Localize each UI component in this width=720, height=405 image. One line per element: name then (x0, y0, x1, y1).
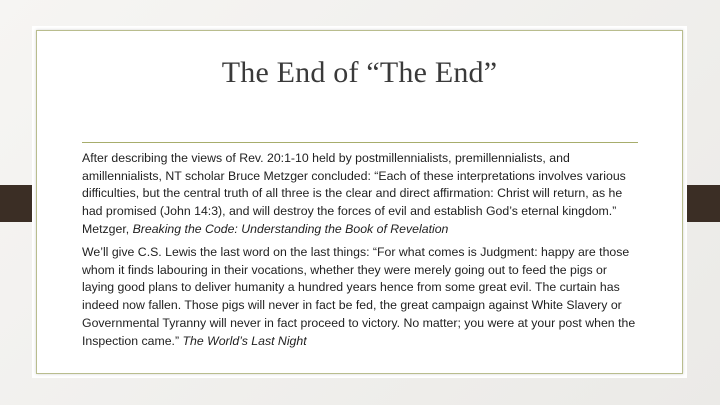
paragraph-lewis-text: We’ll give C.S. Lewis the last word on the last things: “For what comes is Judgment: happy are those whom it finds labouring in their vocations, whether they were merely going out to feed the pigs or laying good plans to deliver humanity a hundred years hence from some great evil. The curtain has indeed now fallen. Those pigs will never in fact be fed, the great campaign against White Slavery or Governmental Tyranny will never in fact proceed to victory. No matter; you were at your post when the Inspection came.” (82, 245, 636, 348)
paragraph-lewis (82, 244, 642, 350)
paragraph-metzger (82, 150, 642, 239)
paragraph-lewis-citation: The World’s Last Night (182, 333, 307, 348)
paragraph-metzger-text: After describing the views of Rev. 20:1-10 held by postmillennialists, premillennialists, and amillennialists, NT scholar Bruce Metzger concluded: “Each of these interpretations involves various difficulties, but the central truth of all three is the clear and direct affirmation: Christ will return, as he had promised (John 14:3), and will destroy the forces of evil and establish God’s eternal kingdom.” Metzger, (82, 151, 626, 236)
title-divider (82, 142, 638, 143)
slide-title: The End of “The End” (221, 56, 498, 89)
left-decorative-tab (0, 185, 37, 222)
paragraph-metzger-citation: Breaking the Code: Understanding the Book of Revelation (132, 221, 449, 236)
right-decorative-tab (683, 185, 720, 222)
slide-body (82, 150, 642, 356)
